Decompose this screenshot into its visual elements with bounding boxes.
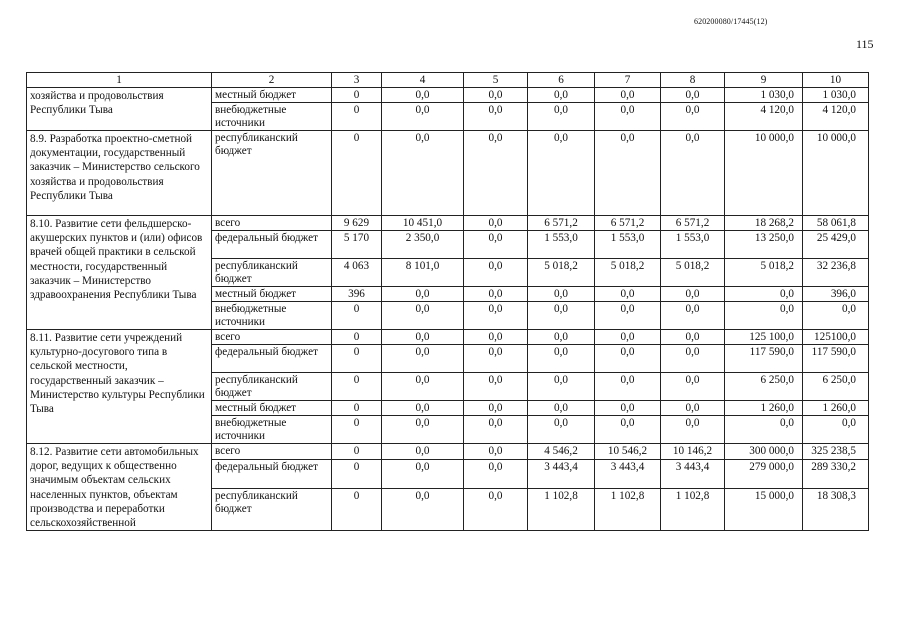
value-cell: 0,0 (382, 416, 464, 444)
value-cell: 9 629 (332, 216, 382, 231)
value-cell: 5 018,2 (595, 259, 661, 287)
value-cell: 0 (332, 401, 382, 416)
value-cell: 6 571,2 (661, 216, 725, 231)
value-cell: 58 061,8 (803, 216, 869, 231)
value-cell: 4 063 (332, 259, 382, 287)
value-cell: 396 (332, 287, 382, 302)
column-header: 10 (803, 73, 869, 88)
value-cell: 1 030,0 (803, 88, 869, 103)
value-cell: 5 018,2 (661, 259, 725, 287)
value-cell: 25 429,0 (803, 231, 869, 259)
value-cell: 0,0 (464, 287, 528, 302)
value-cell: 1 553,0 (528, 231, 595, 259)
column-header: 9 (725, 73, 803, 88)
value-cell: 0,0 (464, 401, 528, 416)
value-cell: 0,0 (382, 373, 464, 401)
value-cell: 6 250,0 (725, 373, 803, 401)
value-cell: 0,0 (464, 459, 528, 488)
value-cell: 10 451,0 (382, 216, 464, 231)
value-cell: 0,0 (382, 444, 464, 460)
value-cell: 4 120,0 (803, 103, 869, 131)
funding-source-cell: всего (212, 330, 332, 345)
value-cell: 0,0 (661, 416, 725, 444)
value-cell: 0,0 (464, 231, 528, 259)
value-cell: 0,0 (595, 302, 661, 330)
value-cell: 0,0 (595, 330, 661, 345)
value-cell: 0,0 (464, 373, 528, 401)
value-cell: 0,0 (528, 416, 595, 444)
value-cell: 8 101,0 (382, 259, 464, 287)
funding-source-cell: всего (212, 444, 332, 460)
value-cell: 0,0 (464, 416, 528, 444)
budget-table (26, 72, 869, 531)
value-cell: 0,0 (528, 330, 595, 345)
value-cell: 5 018,2 (725, 259, 803, 287)
funding-source-cell: местный бюджет (212, 88, 332, 103)
value-cell: 0,0 (595, 103, 661, 131)
value-cell: 0,0 (464, 131, 528, 216)
column-header: 3 (332, 73, 382, 88)
value-cell: 0,0 (803, 302, 869, 330)
value-cell: 1 553,0 (595, 231, 661, 259)
value-cell: 0 (332, 345, 382, 373)
value-cell: 13 250,0 (725, 231, 803, 259)
value-cell: 0,0 (382, 103, 464, 131)
project-title-cell: 8.9. Разработка проектно-сметной документации, государственный заказчик – Министерство сельского хозяйства и продовольствия Республики Тыва (27, 131, 212, 216)
value-cell: 0,0 (528, 287, 595, 302)
value-cell: 117 590,0 (725, 345, 803, 373)
value-cell: 0 (332, 131, 382, 216)
value-cell: 0,0 (528, 373, 595, 401)
table-row (27, 88, 869, 103)
value-cell: 0,0 (382, 287, 464, 302)
value-cell: 0,0 (661, 373, 725, 401)
funding-source-cell: республиканский бюджет (212, 131, 332, 216)
value-cell: 0,0 (661, 302, 725, 330)
value-cell: 0,0 (528, 302, 595, 330)
value-cell: 4 120,0 (725, 103, 803, 131)
table-row (27, 131, 869, 216)
funding-source-cell: республиканский бюджет (212, 489, 332, 531)
document-code: 620200080/17445(12) (694, 17, 768, 26)
value-cell: 0 (332, 302, 382, 330)
value-cell: 6 250,0 (803, 373, 869, 401)
column-header: 1 (27, 73, 212, 88)
project-title-cell: хозяйства и продовольствия Республики Тыва (27, 88, 212, 131)
value-cell: 0,0 (464, 489, 528, 531)
value-cell: 6 571,2 (595, 216, 661, 231)
value-cell: 325 238,5 (803, 444, 869, 460)
funding-source-cell: внебюджетные источники (212, 302, 332, 330)
value-cell: 125100,0 (803, 330, 869, 345)
value-cell: 2 350,0 (382, 231, 464, 259)
value-cell: 0,0 (595, 401, 661, 416)
value-cell: 5 170 (332, 231, 382, 259)
value-cell: 0,0 (464, 259, 528, 287)
value-cell: 0 (332, 330, 382, 345)
value-cell: 0,0 (528, 401, 595, 416)
value-cell: 0,0 (725, 287, 803, 302)
value-cell: 1 102,8 (595, 489, 661, 531)
value-cell: 0 (332, 103, 382, 131)
value-cell: 0,0 (382, 401, 464, 416)
value-cell: 0,0 (803, 416, 869, 444)
value-cell: 0,0 (661, 330, 725, 345)
value-cell: 0,0 (595, 131, 661, 216)
value-cell: 0 (332, 459, 382, 488)
column-header: 4 (382, 73, 464, 88)
value-cell: 0,0 (661, 131, 725, 216)
value-cell: 0,0 (661, 103, 725, 131)
value-cell: 0,0 (528, 131, 595, 216)
value-cell: 0,0 (464, 302, 528, 330)
table-header-row (27, 73, 869, 88)
value-cell: 0 (332, 373, 382, 401)
value-cell: 15 000,0 (725, 489, 803, 531)
funding-source-cell: республиканский бюджет (212, 373, 332, 401)
value-cell: 0,0 (595, 416, 661, 444)
value-cell: 3 443,4 (528, 459, 595, 488)
value-cell: 0,0 (661, 88, 725, 103)
value-cell: 300 000,0 (725, 444, 803, 460)
value-cell: 0 (332, 489, 382, 531)
value-cell: 0,0 (725, 416, 803, 444)
funding-source-cell: федеральный бюджет (212, 459, 332, 488)
value-cell: 0,0 (464, 444, 528, 460)
value-cell: 4 546,2 (528, 444, 595, 460)
value-cell: 0,0 (528, 345, 595, 373)
value-cell: 0,0 (382, 489, 464, 531)
value-cell: 396,0 (803, 287, 869, 302)
value-cell: 0,0 (595, 287, 661, 302)
value-cell: 3 443,4 (595, 459, 661, 488)
value-cell: 0,0 (464, 103, 528, 131)
table-row (27, 216, 869, 231)
value-cell: 0,0 (528, 103, 595, 131)
column-header: 8 (661, 73, 725, 88)
column-header: 5 (464, 73, 528, 88)
value-cell: 125 100,0 (725, 330, 803, 345)
value-cell: 5 018,2 (528, 259, 595, 287)
value-cell: 289 330,2 (803, 459, 869, 488)
value-cell: 1 260,0 (725, 401, 803, 416)
value-cell: 1 102,8 (528, 489, 595, 531)
column-header: 2 (212, 73, 332, 88)
funding-source-cell: всего (212, 216, 332, 231)
value-cell: 0,0 (464, 216, 528, 231)
column-header: 6 (528, 73, 595, 88)
funding-source-cell: внебюджетные источники (212, 416, 332, 444)
table-row (27, 330, 869, 345)
value-cell: 1 030,0 (725, 88, 803, 103)
value-cell: 1 102,8 (661, 489, 725, 531)
column-header: 7 (595, 73, 661, 88)
value-cell: 0,0 (382, 131, 464, 216)
funding-source-cell: республиканский бюджет (212, 259, 332, 287)
value-cell: 117 590,0 (803, 345, 869, 373)
value-cell: 6 571,2 (528, 216, 595, 231)
value-cell: 10 000,0 (725, 131, 803, 216)
value-cell: 0,0 (595, 373, 661, 401)
value-cell: 0,0 (661, 401, 725, 416)
value-cell: 0 (332, 444, 382, 460)
value-cell: 0 (332, 416, 382, 444)
page-number: 115 (856, 37, 874, 51)
value-cell: 0,0 (661, 345, 725, 373)
value-cell: 18 308,3 (803, 489, 869, 531)
value-cell: 18 268,2 (725, 216, 803, 231)
value-cell: 0,0 (725, 302, 803, 330)
value-cell: 279 000,0 (725, 459, 803, 488)
value-cell: 0,0 (464, 345, 528, 373)
value-cell: 0,0 (382, 302, 464, 330)
value-cell: 0,0 (382, 330, 464, 345)
project-title-cell: 8.12. Развитие сети автомобильных дорог, ведущих к общественно значимым объектам сельских населенных пунктов, объектам производства и переработки сельскохозяйственной (27, 444, 212, 531)
value-cell: 32 236,8 (803, 259, 869, 287)
value-cell: 0,0 (661, 287, 725, 302)
value-cell: 0,0 (382, 88, 464, 103)
table-row (27, 444, 869, 460)
project-title-cell: 8.11. Развитие сети учреждений культурно-досугового типа в сельской местности, государственный заказчик – Министерство культуры Республики Тыва (27, 330, 212, 444)
value-cell: 1 553,0 (661, 231, 725, 259)
funding-source-cell: местный бюджет (212, 401, 332, 416)
value-cell: 0,0 (528, 88, 595, 103)
value-cell: 10 546,2 (595, 444, 661, 460)
funding-source-cell: местный бюджет (212, 287, 332, 302)
value-cell: 0,0 (595, 88, 661, 103)
project-title-cell: 8.10. Развитие сети фельдшерско-акушерских пунктов и (или) офисов врачей общей практики в сельской местности, государственный заказчик – Министерство здравоохранения Республики Тыва (27, 216, 212, 330)
funding-source-cell: внебюджетные источники (212, 103, 332, 131)
value-cell: 0 (332, 88, 382, 103)
value-cell: 10 146,2 (661, 444, 725, 460)
funding-source-cell: федеральный бюджет (212, 231, 332, 259)
value-cell: 0,0 (464, 330, 528, 345)
value-cell: 0,0 (382, 459, 464, 488)
funding-source-cell: федеральный бюджет (212, 345, 332, 373)
value-cell: 0,0 (464, 88, 528, 103)
value-cell: 10 000,0 (803, 131, 869, 216)
value-cell: 0,0 (382, 345, 464, 373)
value-cell: 3 443,4 (661, 459, 725, 488)
value-cell: 1 260,0 (803, 401, 869, 416)
value-cell: 0,0 (595, 345, 661, 373)
